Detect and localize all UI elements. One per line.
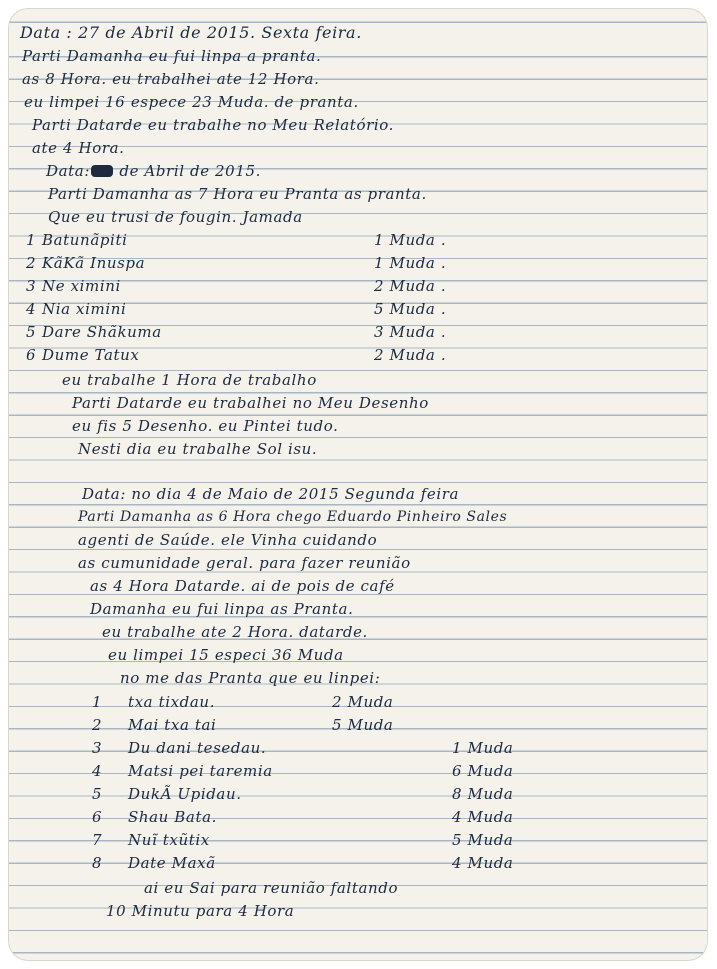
entry2-intro-line: Parti Damanha as 7 Hora eu Pranta as pranta.: [48, 185, 427, 203]
plant-number: 1: [26, 231, 37, 249]
plant-name: Ne ximini: [42, 277, 121, 295]
entry3-line: eu trabalhe ate 2 Hora. datarde.: [102, 623, 368, 641]
entry3-line: Parti Damanha as 6 Hora chego Eduardo Pinheiro Sales: [78, 509, 508, 525]
plant-number: 1: [92, 693, 103, 711]
plant-number: 5: [92, 785, 103, 803]
plant-number: 5: [26, 323, 37, 341]
entry3-line: no me das Pranta que eu linpei:: [120, 669, 381, 687]
plant-name: Shau Bata.: [128, 808, 218, 826]
entry2-closing-line: eu trabalhe 1 Hora de trabalho: [62, 371, 317, 389]
plant-name: DukÃ Upidau.: [128, 785, 242, 803]
plant-name: Nuĩ txũtix: [128, 831, 210, 849]
plant-qty: 4 Muda: [452, 854, 514, 872]
entry2-date-suffix: de Abril de 2015.: [119, 162, 261, 180]
plant-number: 3: [92, 739, 103, 757]
plant-name: KãKã Inuspa: [42, 254, 146, 272]
plant-name: Du dani tesedau.: [128, 739, 267, 757]
plant-number: 2: [92, 716, 103, 734]
plant-name: Dare Shãkuma: [42, 323, 162, 341]
plant-qty: 5 Muda: [452, 831, 514, 849]
entry1-line: Data : 27 de Abril de 2015. Sexta feira.: [20, 23, 362, 42]
plant-qty: 2 Muda .: [374, 277, 447, 295]
plant-qty: 8 Muda: [452, 785, 514, 803]
plant-number: 7: [92, 831, 103, 849]
plant-name: Nia ximini: [42, 300, 127, 318]
plant-name: Dume Tatux: [42, 346, 140, 364]
entry2-closing-line: eu fis 5 Desenho. eu Pintei tudo.: [72, 417, 339, 435]
plant-number: 6: [92, 808, 103, 826]
plant-qty: 2 Muda: [332, 693, 394, 711]
entry1-line: Parti Damanha eu fui linpa a pranta.: [22, 47, 322, 65]
plant-qty: 2 Muda .: [374, 346, 447, 364]
entry1-line: ate 4 Hora.: [32, 139, 125, 157]
plant-number: 8: [92, 854, 103, 872]
entry3-line: Data: no dia 4 de Maio de 2015 Segunda feira: [82, 485, 460, 503]
plant-qty: 5 Muda .: [374, 300, 447, 318]
entry1-line: eu limpei 16 espece 23 Muda. de pranta.: [24, 93, 359, 111]
plant-qty: 6 Muda: [452, 762, 514, 780]
plant-name: txa tixdau.: [128, 693, 216, 711]
entry2-date-prefix: Data:: [46, 162, 90, 180]
entry3-line: eu limpei 15 especi 36 Muda: [108, 646, 344, 664]
plant-name: Mai txa tai: [128, 716, 217, 734]
entry1-line: as 8 Hora. eu trabalhei ate 12 Hora.: [22, 70, 320, 88]
plant-number: 4: [92, 762, 103, 780]
entry2-closing-line: Nesti dia eu trabalhe Sol isu.: [78, 440, 318, 458]
entry2-date-line: [46, 161, 261, 181]
plant-number: 4: [26, 300, 37, 318]
plant-qty: 3 Muda .: [374, 323, 447, 341]
plant-qty: 5 Muda: [332, 716, 394, 734]
entry1-line: Parti Datarde eu trabalhe no Meu Relatório.: [32, 116, 394, 134]
entry2-closing-line: Parti Datarde eu trabalhei no Meu Desenho: [72, 394, 429, 412]
plant-qty: 1 Muda: [452, 739, 514, 757]
entry3-line: Damanha eu fui linpa as Pranta.: [90, 600, 354, 618]
entry3-closing-line: 10 Minutu para 4 Hora: [106, 902, 295, 920]
entry3-closing-line: ai eu Sai para reunião faltando: [144, 879, 399, 897]
entry2-intro-line: Que eu trusi de fougin. Jamada: [48, 208, 303, 226]
entry3-line: as 4 Hora Datarde. ai de pois de café: [90, 577, 395, 595]
plant-number: 2: [26, 254, 37, 272]
notebook-page: [8, 8, 708, 961]
entry3-line: agenti de Saúde. ele Vinha cuidando: [78, 531, 378, 549]
plant-name: Batunãpiti: [42, 231, 128, 249]
plant-name: Date Maxã: [128, 854, 216, 872]
plant-qty: 1 Muda .: [374, 231, 447, 249]
entry3-line: as cumunidade geral. para fazer reunião: [78, 554, 411, 572]
ink-blot: [91, 165, 113, 177]
plant-number: 6: [26, 346, 37, 364]
plant-qty: 4 Muda: [452, 808, 514, 826]
plant-name: Matsi pei taremia: [128, 762, 273, 780]
plant-number: 3: [26, 277, 37, 295]
plant-qty: 1 Muda .: [374, 254, 447, 272]
